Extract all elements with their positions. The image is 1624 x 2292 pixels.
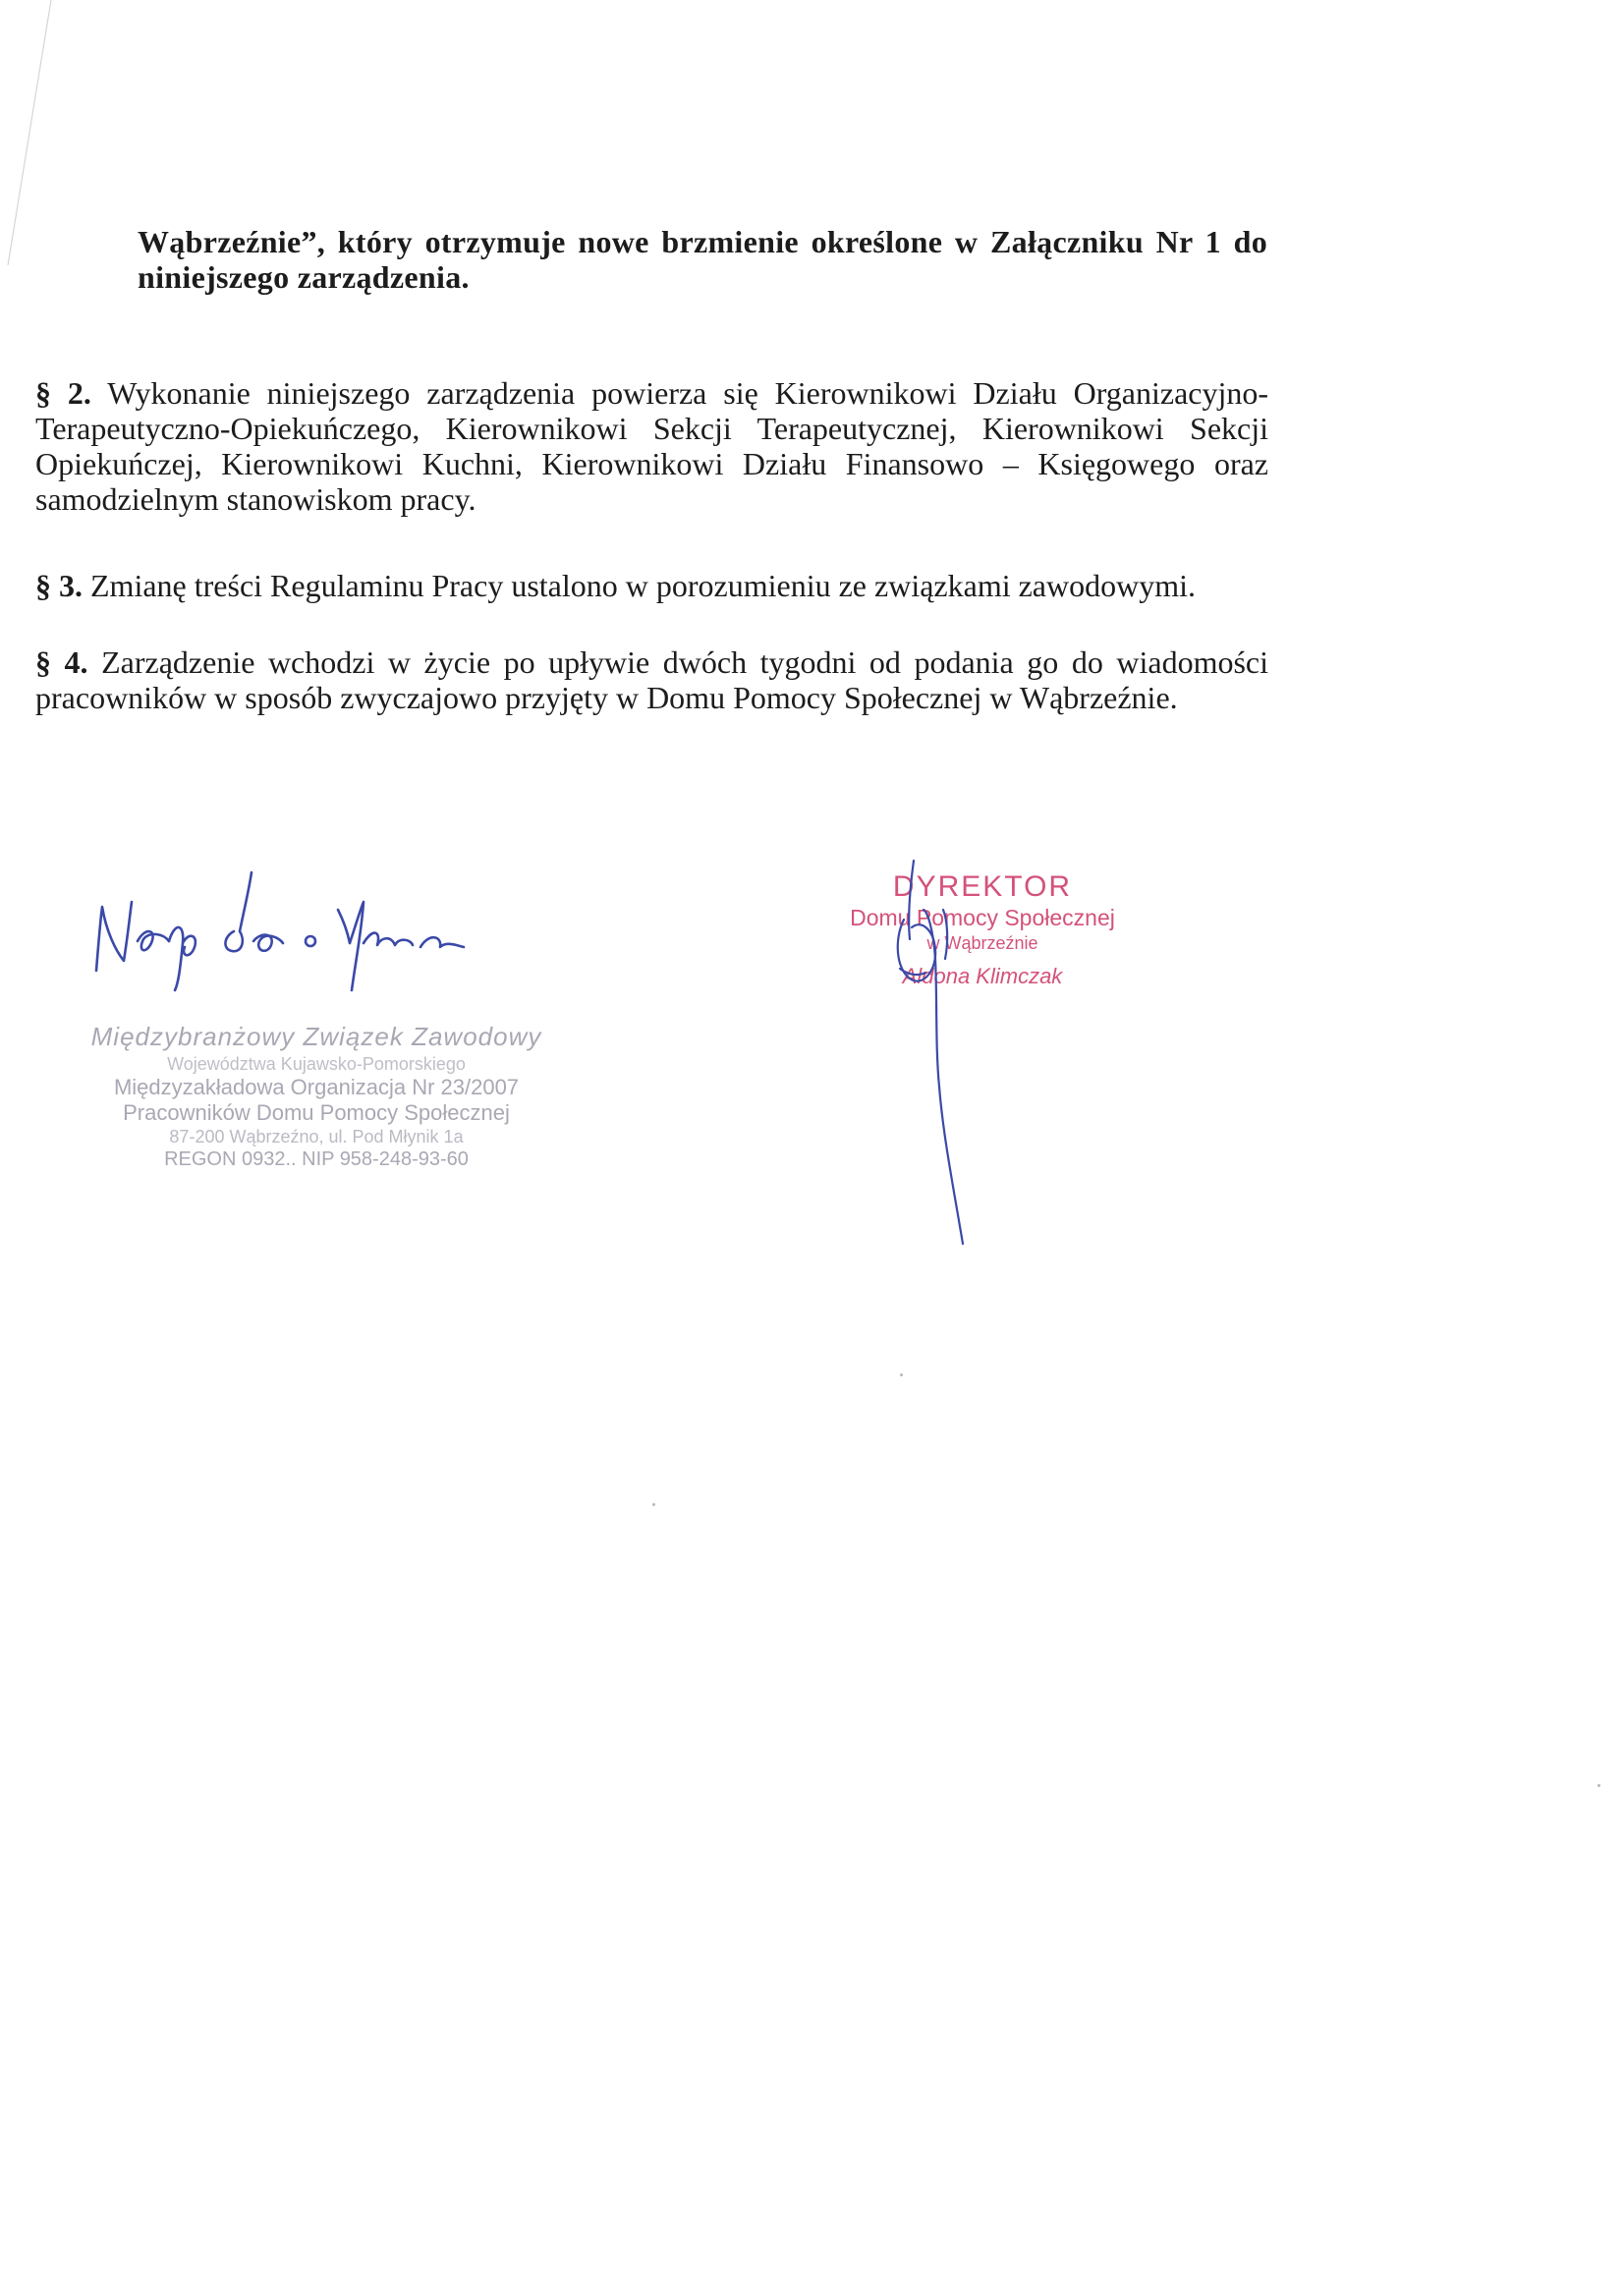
director-stamp-title: DYREKTOR xyxy=(892,870,1073,903)
scan-speck xyxy=(1597,1784,1600,1787)
section-2-text: Wykonanie niniejszego zarządzenia powierza się Kierownikowi Działu Organizacyjno-Terapeutyczno-Opiekuńczego, Kierownikowi Sekcji Terapeutycznej, Kierownikowi Sekcji Opiekuńczej, Kierownikowi Kuchni, Kierownikowi Działu Finansowo – Księgowego oraz samodzielnym stanowiskom pracy. xyxy=(35,375,1269,517)
union-stamp xyxy=(81,1020,552,1171)
section-3-label: § 3. xyxy=(35,568,83,603)
union-stamp-line-1: Międzybranżowy Związek Zawodowy xyxy=(90,1022,542,1051)
union-stamp-line-6: REGON 0932.. NIP 958-248-93-60 xyxy=(164,1148,469,1170)
director-stamp-location: w Wąbrzeźnie xyxy=(926,933,1038,953)
intro-paragraph: Wąbrzeźnie”, który otrzymuje nowe brzmienie określone w Załączniku Nr 1 do niniejszego zarządzenia. xyxy=(138,224,1267,295)
director-signature xyxy=(865,851,1012,1263)
section-2-paragraph xyxy=(35,375,1268,517)
section-3-text: Zmianę treści Regulaminu Pracy ustalono w porozumieniu ze związkami zawodowymi. xyxy=(90,568,1196,603)
director-stamp-name: Aldona Klimczak xyxy=(902,964,1063,988)
section-4-paragraph xyxy=(35,644,1268,715)
union-representative-signature xyxy=(86,853,538,1000)
scan-speck xyxy=(652,1503,655,1506)
section-2-label: § 2. xyxy=(35,375,91,411)
scan-speck xyxy=(900,1373,903,1376)
union-stamp-line-5: 87-200 Wąbrzeźno, ul. Pod Młynik 1a xyxy=(169,1127,464,1146)
union-stamp-line-3: Międzyzakładowa Organizacja Nr 23/2007 xyxy=(113,1075,520,1099)
section-4-label: § 4. xyxy=(35,644,88,680)
section-3-paragraph xyxy=(35,568,1268,603)
scan-edge-mark xyxy=(0,0,59,314)
section-4-text: Zarządzenie wchodzi w życie po upływie dwóch tygodni od podania go do wiadomości pracowników w sposób zwyczajowo przyjęty w Domu Pomocy Społecznej w Wąbrzeźnie. xyxy=(35,644,1269,715)
union-stamp-line-4: Pracowników Domu Pomocy Społecznej xyxy=(123,1100,510,1125)
director-stamp-institution: Domu Pomocy Społecznej xyxy=(850,905,1115,930)
union-stamp-line-2: Województwa Kujawsko-Pomorskiego xyxy=(167,1054,466,1074)
